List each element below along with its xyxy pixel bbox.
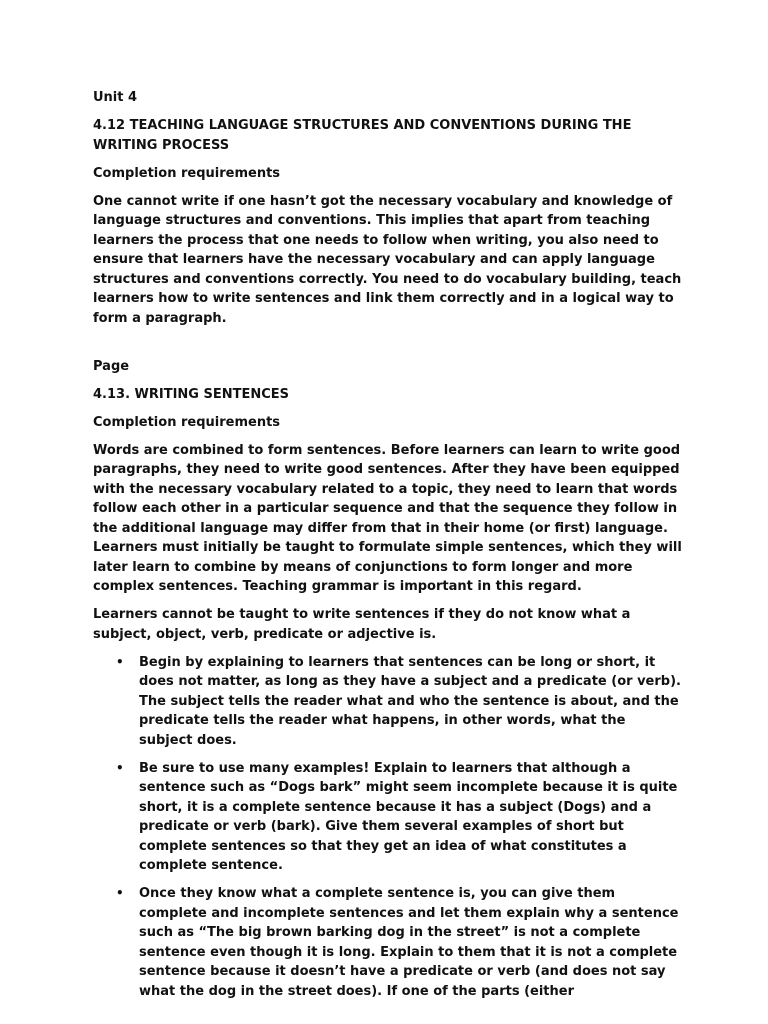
unit-label: Unit 4 bbox=[93, 90, 138, 105]
section-body-paragraph: Learners cannot be taught to write sentences if they do not know what a subject, object, verb, predicate or adjective is. bbox=[93, 607, 631, 642]
section-heading-4-12: 4.12 TEACHING LANGUAGE STRUCTURES AND CONVENTIONS DURING THE WRITING PROCESS bbox=[93, 118, 632, 153]
section-body-paragraph: One cannot write if one hasn’t got the necessary vocabulary and knowledge of language structures and conventions. This implies that apart from teaching learners the process that one needs to follow when writing, you also need to ensure that learners have the necessary vocabulary and can apply language structures and conventions correctly. You need to do vocabulary building, teach learners how to write sentences and link them correctly and in a logical way to form a paragraph. bbox=[93, 193, 682, 326]
completion-requirements-label: Completion requirements bbox=[93, 165, 281, 181]
bullet-list bbox=[93, 653, 683, 1002]
completion-requirements-label: Completion requirements bbox=[93, 414, 281, 430]
bullet-icon: • bbox=[116, 886, 124, 900]
spacer bbox=[93, 337, 683, 357]
bullet-text: Be sure to use many examples! Explain to learners that although a sentence such as “Dogs bark” might seem incomplete because it is quite short, it is a complete sentence because it has a subject (Dogs) and a predicate or verb (bark). Give them several examples of short but complete sentences so that they get an idea of what constitutes a complete sentence. bbox=[139, 760, 678, 873]
section-heading-4-13: 4.13. WRITING SENTENCES bbox=[93, 386, 290, 402]
bullet-item bbox=[93, 759, 683, 876]
document-page bbox=[93, 88, 683, 1010]
bullet-icon: • bbox=[116, 654, 124, 669]
bullet-text: Once they know what a complete sentence is, you can give them complete and incomplete sentences and let them explain why a sentence such as “The big brown barking dog in the street” is not a complete sentence even though it is long. Explain to them that it is not a complete sentence because it doesn’t have a predicate or verb (and does not say what the dog in the street does). If one of the parts (either bbox=[139, 886, 679, 999]
bullet-text: Begin by explaining to learners that sentences can be long or short, it does not matter, as long as they have a subject and a predicate (or verb). The subject tells the reader what and who the sentence is about, and the predicate tells the reader what happens, in other words, what the subject does. bbox=[139, 654, 681, 748]
bullet-item bbox=[93, 653, 683, 751]
section-body-paragraph: Words are combined to form sentences. Before learners can learn to write good paragraphs, they need to write good sentences. After they have been equipped with the necessary vocabulary related to a topic, they need to learn that words follow each other in a particular sequence and that the sequence they follow in the additional language may differ from that in their home (or first) language. Learners must initially be taught to formulate simple sentences, which they will later learn to combine by means of conjunctions to form longer and more complex sentences. Teaching grammar is important in this regard. bbox=[93, 442, 682, 594]
bullet-item bbox=[93, 884, 683, 1001]
page-label: Page bbox=[93, 358, 130, 374]
bullet-icon: • bbox=[116, 760, 124, 775]
